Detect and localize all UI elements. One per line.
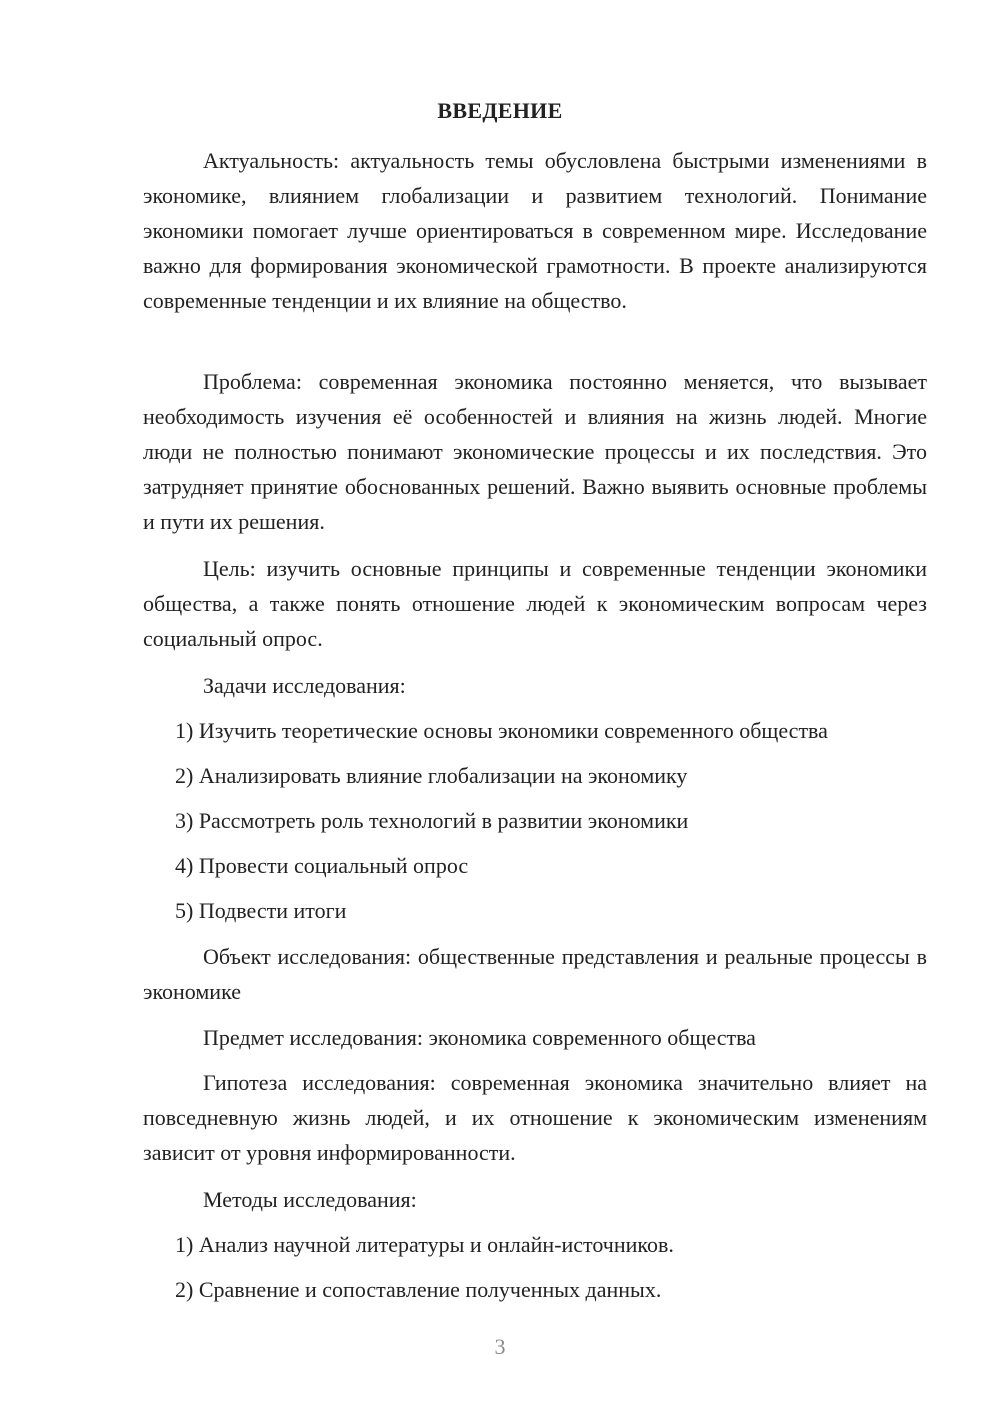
object-paragraph: Объект исследования: общественные представления и реальные процессы в экономике [143,944,927,1004]
problem-paragraph: Проблема: современная экономика постоянно меняется, что вызывает необходимость изучения её особенностей и влияния на жизнь людей. Многие люди не полностью понимают экономические процессы и их последствия. Это затрудняет принятие обоснованных решений. Важно выявить основные проблемы и пути их решения. [143,369,927,534]
task-item: 5) Подвести итоги [175,898,347,923]
task-item: 1) Изучить теоретические основы экономики современного общества [175,718,828,743]
relevance-paragraph: Актуальность: актуальность темы обусловлена быстрыми изменениями в экономике, влиянием глобализации и развитием технологий. Понимание экономики помогает лучше ориентироваться в современном мире. Исследование важно для формирования экономической грамотности. В проекте анализируются современные тенденции и их влияние на общество. [143,148,927,313]
goal-paragraph: Цель: изучить основные принципы и современные тенденции экономики общества, а также понять отношение людей к экономическим вопросам через социальный опрос. [143,556,927,651]
method-item: 2) Сравнение и сопоставление полученных данных. [175,1277,662,1302]
task-item: 4) Провести социальный опрос [175,853,469,878]
subject-paragraph: Предмет исследования: экономика современного общества [203,1025,756,1050]
page-title: ВВЕДЕНИЕ [437,98,563,123]
tasks-heading: Задачи исследования: [203,673,406,698]
task-item: 3) Рассмотреть роль технологий в развитии экономики [175,808,689,833]
page-number: 3 [494,1334,506,1359]
task-item: 2) Анализировать влияние глобализации на экономику [175,763,688,788]
hypothesis-paragraph: Гипотеза исследования: современная экономика значительно влияет на повседневную жизнь людей, и их отношение к экономическим изменениям зависит от уровня информированности. [143,1070,927,1165]
method-item: 1) Анализ научной литературы и онлайн-источников. [175,1232,674,1257]
methods-heading: Методы исследования: [203,1187,417,1212]
